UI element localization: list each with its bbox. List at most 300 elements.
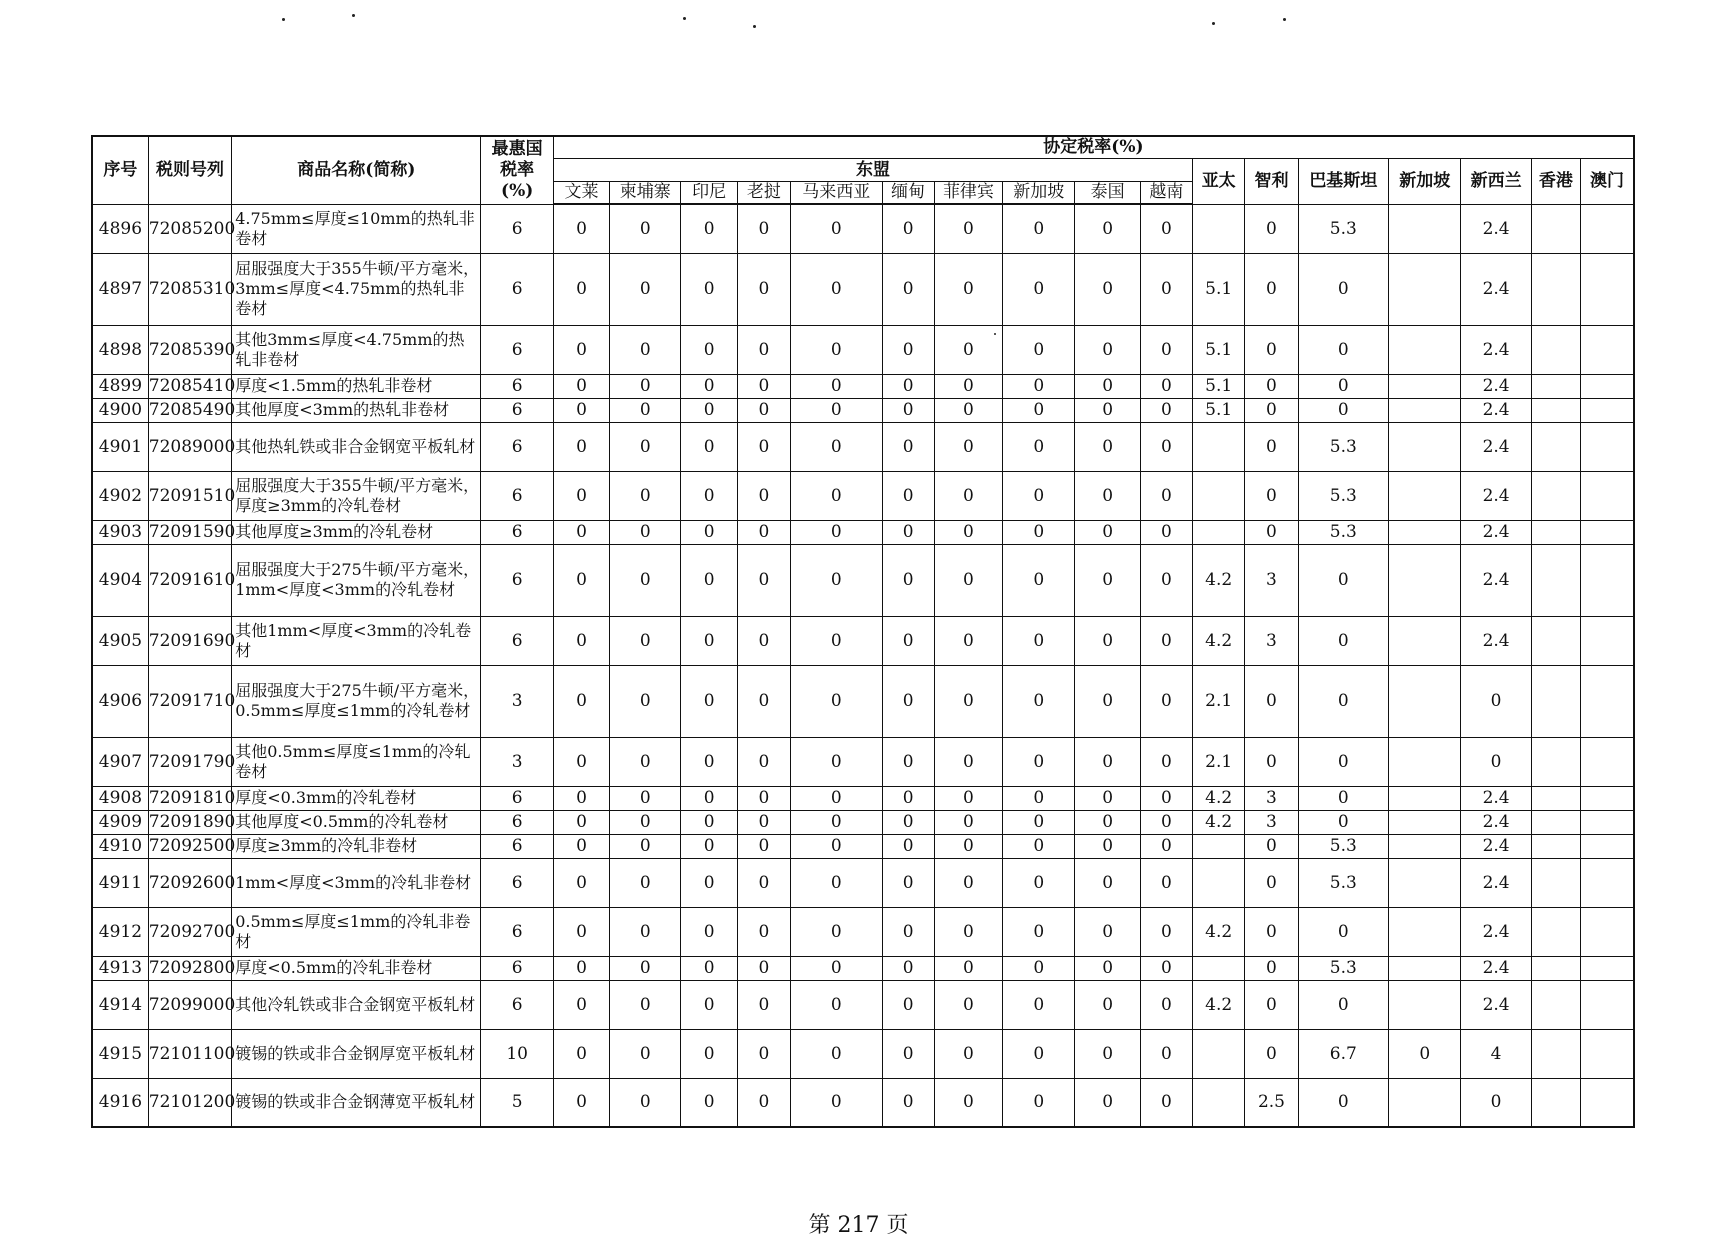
agreement-rate-cell: 0 bbox=[1245, 834, 1298, 858]
asean-rate-cell: 0 bbox=[681, 422, 737, 471]
asean-rate-cell: 0 bbox=[1003, 810, 1075, 834]
agreement-rate-cell bbox=[1193, 204, 1245, 253]
tariff-table bbox=[91, 135, 1635, 1128]
mfn-rate-cell: 6 bbox=[481, 422, 553, 471]
agreement-rate-cell: 0 bbox=[1245, 858, 1298, 907]
agreement-rate-cell bbox=[1531, 980, 1580, 1029]
mfn-rate-cell: 6 bbox=[481, 471, 553, 520]
product-name-cell: 其他3mm≤厚度<4.75mm的热轧非卷材 bbox=[232, 325, 481, 374]
agreement-rate-cell bbox=[1581, 1078, 1634, 1127]
product-name-cell: 其他1mm<厚度<3mm的冷轧卷材 bbox=[232, 616, 481, 665]
table-header bbox=[92, 136, 1634, 204]
asean-rate-cell: 0 bbox=[1003, 1029, 1075, 1078]
asean-rate-cell: 0 bbox=[882, 616, 934, 665]
asean-rate-cell: 0 bbox=[1140, 665, 1192, 737]
asean-rate-cell: 0 bbox=[791, 253, 882, 325]
asean-rate-cell: 0 bbox=[934, 907, 1002, 956]
agreement-rate-cell bbox=[1193, 956, 1245, 980]
agreement-rate-cell: 4.2 bbox=[1193, 980, 1245, 1029]
agreement-rate-cell: 5.1 bbox=[1193, 374, 1245, 398]
agreement-rate-cell: 0 bbox=[1298, 810, 1388, 834]
asean-rate-cell: 0 bbox=[791, 1078, 882, 1127]
asean-rate-cell: 0 bbox=[553, 204, 609, 253]
agreement-rate-cell bbox=[1389, 665, 1461, 737]
asean-rate-cell: 0 bbox=[934, 786, 1002, 810]
agreement-rate-cell bbox=[1193, 834, 1245, 858]
table-row bbox=[92, 1029, 1634, 1078]
asean-rate-cell: 0 bbox=[737, 520, 790, 544]
table-row bbox=[92, 398, 1634, 422]
seq-cell: 4906 bbox=[92, 665, 148, 737]
agreement-rate-cell: 0 bbox=[1245, 374, 1298, 398]
asean-rate-cell: 0 bbox=[882, 786, 934, 810]
asean-rate-cell: 0 bbox=[681, 544, 737, 616]
agreement-rate-cell bbox=[1389, 422, 1461, 471]
agreement-rate-cell: 4.2 bbox=[1193, 810, 1245, 834]
asean-rate-cell: 0 bbox=[882, 471, 934, 520]
agreement-rate-cell: 0 bbox=[1298, 1078, 1388, 1127]
asean-rate-cell: 0 bbox=[1003, 786, 1075, 810]
asean-rate-cell: 0 bbox=[610, 810, 681, 834]
asean-rate-cell: 0 bbox=[1003, 253, 1075, 325]
header-malaysia: 马来西亚 bbox=[791, 181, 882, 204]
asean-rate-cell: 0 bbox=[610, 253, 681, 325]
mfn-rate-cell: 3 bbox=[481, 665, 553, 737]
mfn-rate-cell: 6 bbox=[481, 544, 553, 616]
header-agreement: 协定税率(%) bbox=[553, 136, 1634, 158]
mfn-rate-cell: 6 bbox=[481, 858, 553, 907]
table-row bbox=[92, 737, 1634, 786]
agreement-rate-cell: 2.4 bbox=[1461, 471, 1531, 520]
asean-rate-cell: 0 bbox=[934, 980, 1002, 1029]
table-row bbox=[92, 471, 1634, 520]
asean-rate-cell: 0 bbox=[681, 253, 737, 325]
asean-rate-cell: 0 bbox=[681, 980, 737, 1029]
seq-cell: 4899 bbox=[92, 374, 148, 398]
asean-rate-cell: 0 bbox=[1003, 422, 1075, 471]
table-row bbox=[92, 786, 1634, 810]
asean-rate-cell: 0 bbox=[737, 737, 790, 786]
product-name-cell: 其他热轧铁或非合金钢宽平板轧材 bbox=[232, 422, 481, 471]
agreement-rate-cell bbox=[1193, 471, 1245, 520]
agreement-rate-cell: 2.4 bbox=[1461, 956, 1531, 980]
mfn-rate-cell: 6 bbox=[481, 374, 553, 398]
mfn-rate-cell: 6 bbox=[481, 398, 553, 422]
asean-rate-cell: 0 bbox=[1075, 810, 1140, 834]
agreement-rate-cell: 0 bbox=[1245, 325, 1298, 374]
agreement-rate-cell bbox=[1531, 398, 1580, 422]
asean-rate-cell: 0 bbox=[553, 374, 609, 398]
asean-rate-cell: 0 bbox=[737, 1078, 790, 1127]
asean-rate-cell: 0 bbox=[1075, 737, 1140, 786]
seq-cell: 4900 bbox=[92, 398, 148, 422]
agreement-rate-cell bbox=[1581, 1029, 1634, 1078]
agreement-rate-cell bbox=[1389, 544, 1461, 616]
asean-rate-cell: 0 bbox=[791, 786, 882, 810]
table-row bbox=[92, 253, 1634, 325]
agreement-rate-cell: 2.4 bbox=[1461, 398, 1531, 422]
asean-rate-cell: 0 bbox=[737, 810, 790, 834]
header-singapore-asean: 新加坡 bbox=[1003, 181, 1075, 204]
tariff-code-cell: 72092800 bbox=[148, 958, 236, 978]
agreement-rate-cell: 3 bbox=[1245, 616, 1298, 665]
asean-rate-cell: 0 bbox=[1075, 834, 1140, 858]
asean-rate-cell: 0 bbox=[791, 374, 882, 398]
header-singapore: 新加坡 bbox=[1389, 158, 1461, 204]
mfn-rate-cell: 6 bbox=[481, 786, 553, 810]
agreement-rate-cell: 4.2 bbox=[1193, 907, 1245, 956]
mfn-rate-cell: 6 bbox=[481, 616, 553, 665]
asean-rate-cell: 0 bbox=[791, 834, 882, 858]
asean-rate-cell: 0 bbox=[934, 1078, 1002, 1127]
agreement-rate-cell bbox=[1531, 834, 1580, 858]
agreement-rate-cell bbox=[1531, 422, 1580, 471]
asean-rate-cell: 0 bbox=[737, 858, 790, 907]
table-row bbox=[92, 810, 1634, 834]
product-name-cell: 屈服强度大于275牛顿/平方毫米，0.5mm≤厚度≤1mm的冷轧卷材 bbox=[232, 665, 481, 737]
product-name-cell: 屈服强度大于355牛顿/平方毫米，3mm≤厚度<4.75mm的热轧非卷材 bbox=[232, 253, 481, 325]
asean-rate-cell: 0 bbox=[1140, 422, 1192, 471]
agreement-rate-cell bbox=[1531, 204, 1580, 253]
asean-rate-cell: 0 bbox=[681, 471, 737, 520]
agreement-rate-cell: 5.1 bbox=[1193, 325, 1245, 374]
asean-rate-cell: 0 bbox=[791, 956, 882, 980]
asean-rate-cell: 0 bbox=[1003, 907, 1075, 956]
agreement-rate-cell bbox=[1531, 616, 1580, 665]
asean-rate-cell: 0 bbox=[737, 398, 790, 422]
asean-rate-cell: 0 bbox=[882, 980, 934, 1029]
asean-rate-cell: 0 bbox=[553, 616, 609, 665]
agreement-rate-cell bbox=[1581, 520, 1634, 544]
agreement-rate-cell bbox=[1581, 665, 1634, 737]
seq-cell: 4911 bbox=[92, 858, 148, 907]
asean-rate-cell: 0 bbox=[1003, 616, 1075, 665]
header-asean: 东盟 bbox=[553, 158, 1192, 181]
asean-rate-cell: 0 bbox=[1075, 422, 1140, 471]
asean-rate-cell: 0 bbox=[1140, 907, 1192, 956]
asean-rate-cell: 0 bbox=[553, 520, 609, 544]
table-row bbox=[92, 204, 1634, 253]
agreement-rate-cell: 0 bbox=[1298, 253, 1388, 325]
agreement-rate-cell bbox=[1193, 422, 1245, 471]
asean-rate-cell: 0 bbox=[1003, 374, 1075, 398]
asean-rate-cell: 0 bbox=[1003, 737, 1075, 786]
agreement-rate-cell: 5.3 bbox=[1298, 520, 1388, 544]
header-seq: 序号 bbox=[92, 136, 148, 204]
asean-rate-cell: 0 bbox=[1140, 956, 1192, 980]
asean-rate-cell: 0 bbox=[934, 858, 1002, 907]
seq-cell: 4905 bbox=[92, 616, 148, 665]
agreement-rate-cell bbox=[1581, 422, 1634, 471]
asean-rate-cell: 0 bbox=[1075, 374, 1140, 398]
asean-rate-cell: 0 bbox=[934, 325, 1002, 374]
asean-rate-cell: 0 bbox=[610, 544, 681, 616]
seq-cell: 4907 bbox=[92, 737, 148, 786]
product-name-cell: 0.5mm≤厚度≤1mm的冷轧非卷材 bbox=[232, 907, 481, 956]
asean-rate-cell: 0 bbox=[737, 665, 790, 737]
agreement-rate-cell: 3 bbox=[1245, 544, 1298, 616]
asean-rate-cell: 0 bbox=[553, 980, 609, 1029]
agreement-rate-cell: 2.4 bbox=[1461, 374, 1531, 398]
asean-rate-cell: 0 bbox=[791, 544, 882, 616]
asean-rate-cell: 0 bbox=[681, 786, 737, 810]
asean-rate-cell: 0 bbox=[681, 907, 737, 956]
asean-rate-cell: 0 bbox=[1140, 834, 1192, 858]
agreement-rate-cell: 0 bbox=[1298, 786, 1388, 810]
asean-rate-cell: 0 bbox=[553, 253, 609, 325]
table-row bbox=[92, 858, 1634, 907]
agreement-rate-cell bbox=[1581, 616, 1634, 665]
asean-rate-cell: 0 bbox=[1140, 616, 1192, 665]
tariff-code-cell: 72085490 bbox=[148, 400, 236, 420]
agreement-rate-cell: 5.3 bbox=[1298, 422, 1388, 471]
asean-rate-cell: 0 bbox=[791, 520, 882, 544]
agreement-rate-cell bbox=[1389, 737, 1461, 786]
agreement-rate-cell bbox=[1389, 471, 1461, 520]
tariff-code-cell: 72085200 bbox=[148, 204, 231, 253]
agreement-rate-cell bbox=[1389, 858, 1461, 907]
asean-rate-cell: 0 bbox=[610, 1078, 681, 1127]
asean-rate-cell: 0 bbox=[934, 253, 1002, 325]
asean-rate-cell: 0 bbox=[610, 834, 681, 858]
agreement-rate-cell: 4.2 bbox=[1193, 616, 1245, 665]
agreement-rate-cell bbox=[1389, 1078, 1461, 1127]
asean-rate-cell: 0 bbox=[1140, 858, 1192, 907]
table-row bbox=[92, 980, 1634, 1029]
agreement-rate-cell: 0 bbox=[1245, 737, 1298, 786]
agreement-rate-cell bbox=[1581, 786, 1634, 810]
asean-rate-cell: 0 bbox=[1140, 520, 1192, 544]
agreement-rate-cell: 0 bbox=[1298, 616, 1388, 665]
asean-rate-cell: 0 bbox=[1075, 520, 1140, 544]
agreement-rate-cell: 0 bbox=[1298, 980, 1388, 1029]
asean-rate-cell: 0 bbox=[1075, 907, 1140, 956]
header-philippines: 菲律宾 bbox=[934, 181, 1002, 204]
asean-rate-cell: 0 bbox=[553, 422, 609, 471]
header-name: 商品名称(简称) bbox=[232, 136, 481, 204]
header-indonesia: 印尼 bbox=[681, 181, 737, 204]
asean-rate-cell: 0 bbox=[553, 737, 609, 786]
asean-rate-cell: 0 bbox=[882, 834, 934, 858]
agreement-rate-cell bbox=[1581, 204, 1634, 253]
agreement-rate-cell: 2.4 bbox=[1461, 253, 1531, 325]
tariff-code-cell: 72091810 bbox=[148, 788, 236, 808]
asean-rate-cell: 0 bbox=[610, 398, 681, 422]
asean-rate-cell: 0 bbox=[681, 374, 737, 398]
asean-rate-cell: 0 bbox=[791, 422, 882, 471]
agreement-rate-cell bbox=[1581, 374, 1634, 398]
agreement-rate-cell: 0 bbox=[1298, 907, 1388, 956]
asean-rate-cell: 0 bbox=[737, 471, 790, 520]
agreement-rate-cell: 0 bbox=[1245, 471, 1298, 520]
agreement-rate-cell: 5.3 bbox=[1298, 471, 1388, 520]
page-number: 第 217 页 bbox=[808, 1213, 909, 1238]
asean-rate-cell: 0 bbox=[1003, 665, 1075, 737]
asean-rate-cell: 0 bbox=[553, 325, 609, 374]
table-row bbox=[92, 956, 1634, 980]
asean-rate-cell: 0 bbox=[737, 325, 790, 374]
asean-rate-cell: 0 bbox=[737, 956, 790, 980]
agreement-rate-cell: 2.4 bbox=[1461, 544, 1531, 616]
agreement-rate-cell: 0 bbox=[1461, 1078, 1531, 1127]
header-brunei: 文莱 bbox=[553, 181, 609, 204]
asean-rate-cell: 0 bbox=[681, 1029, 737, 1078]
asean-rate-cell: 0 bbox=[737, 544, 790, 616]
asean-rate-cell: 0 bbox=[1075, 544, 1140, 616]
seq-cell: 4903 bbox=[92, 520, 148, 544]
agreement-rate-cell bbox=[1581, 253, 1634, 325]
tariff-code-cell: 72091590 bbox=[148, 522, 236, 542]
asean-rate-cell: 0 bbox=[737, 907, 790, 956]
agreement-rate-cell: 2.4 bbox=[1461, 980, 1531, 1029]
product-name-cell: 1mm<厚度<3mm的冷轧非卷材 bbox=[232, 858, 481, 907]
asean-rate-cell: 0 bbox=[1003, 398, 1075, 422]
asean-rate-cell: 0 bbox=[1003, 520, 1075, 544]
agreement-rate-cell bbox=[1531, 665, 1580, 737]
agreement-rate-cell: 0 bbox=[1245, 398, 1298, 422]
table-row bbox=[92, 544, 1634, 616]
agreement-rate-cell: 2.4 bbox=[1461, 907, 1531, 956]
product-name-cell: 其他厚度<0.5mm的冷轧卷材 bbox=[232, 810, 481, 834]
asean-rate-cell: 0 bbox=[1075, 956, 1140, 980]
agreement-rate-cell bbox=[1531, 1078, 1580, 1127]
seq-cell: 4916 bbox=[92, 1078, 148, 1127]
tariff-code-cell: 72101100 bbox=[148, 1029, 231, 1078]
agreement-rate-cell bbox=[1193, 520, 1245, 544]
agreement-rate-cell bbox=[1531, 858, 1580, 907]
asean-rate-cell: 0 bbox=[1075, 253, 1140, 325]
asean-rate-cell: 0 bbox=[791, 665, 882, 737]
agreement-rate-cell: 0 bbox=[1298, 325, 1388, 374]
agreement-rate-cell: 2.4 bbox=[1461, 204, 1531, 253]
asean-rate-cell: 0 bbox=[934, 520, 1002, 544]
header-apta: 亚太 bbox=[1193, 158, 1245, 204]
agreement-rate-cell bbox=[1581, 956, 1634, 980]
tariff-code-cell: 72085310 bbox=[148, 253, 231, 325]
agreement-rate-cell bbox=[1581, 471, 1634, 520]
agreement-rate-cell bbox=[1389, 956, 1461, 980]
agreement-rate-cell bbox=[1389, 374, 1461, 398]
agreement-rate-cell: 0 bbox=[1389, 1029, 1461, 1078]
asean-rate-cell: 0 bbox=[1140, 325, 1192, 374]
asean-rate-cell: 0 bbox=[791, 737, 882, 786]
header-thailand: 泰国 bbox=[1075, 181, 1140, 204]
asean-rate-cell: 0 bbox=[553, 834, 609, 858]
asean-rate-cell: 0 bbox=[610, 422, 681, 471]
asean-rate-cell: 0 bbox=[1075, 786, 1140, 810]
table-row bbox=[92, 834, 1634, 858]
header-vietnam: 越南 bbox=[1140, 181, 1192, 204]
agreement-rate-cell bbox=[1531, 374, 1580, 398]
agreement-rate-cell bbox=[1531, 737, 1580, 786]
asean-rate-cell: 0 bbox=[553, 810, 609, 834]
asean-rate-cell: 0 bbox=[610, 907, 681, 956]
agreement-rate-cell: 0 bbox=[1298, 544, 1388, 616]
seq-cell: 4904 bbox=[92, 544, 148, 616]
product-name-cell: 4.75mm≤厚度≤10mm的热轧非卷材 bbox=[232, 204, 481, 253]
asean-rate-cell: 0 bbox=[553, 786, 609, 810]
agreement-rate-cell: 2.4 bbox=[1461, 422, 1531, 471]
asean-rate-cell: 0 bbox=[681, 665, 737, 737]
header-myanmar: 缅甸 bbox=[882, 181, 934, 204]
table-row bbox=[92, 325, 1634, 374]
mfn-rate-cell: 6 bbox=[481, 834, 553, 858]
agreement-rate-cell bbox=[1389, 810, 1461, 834]
asean-rate-cell: 0 bbox=[1075, 398, 1140, 422]
agreement-rate-cell bbox=[1581, 398, 1634, 422]
asean-rate-cell: 0 bbox=[791, 616, 882, 665]
asean-rate-cell: 0 bbox=[882, 253, 934, 325]
asean-rate-cell: 0 bbox=[681, 204, 737, 253]
asean-rate-cell: 0 bbox=[681, 956, 737, 980]
agreement-rate-cell bbox=[1389, 204, 1461, 253]
agreement-rate-cell: 0 bbox=[1461, 665, 1531, 737]
tariff-code-cell: 72089000 bbox=[148, 422, 231, 471]
asean-rate-cell: 0 bbox=[737, 980, 790, 1029]
asean-rate-cell: 0 bbox=[882, 422, 934, 471]
asean-rate-cell: 0 bbox=[1140, 204, 1192, 253]
asean-rate-cell: 0 bbox=[1140, 810, 1192, 834]
seq-cell: 4897 bbox=[92, 253, 148, 325]
asean-rate-cell: 0 bbox=[934, 374, 1002, 398]
asean-rate-cell: 0 bbox=[934, 665, 1002, 737]
agreement-rate-cell: 2.4 bbox=[1461, 325, 1531, 374]
agreement-rate-cell: 4 bbox=[1461, 1029, 1531, 1078]
agreement-rate-cell: 5.1 bbox=[1193, 253, 1245, 325]
asean-rate-cell: 0 bbox=[553, 907, 609, 956]
agreement-rate-cell: 0 bbox=[1245, 204, 1298, 253]
agreement-rate-cell: 0 bbox=[1245, 422, 1298, 471]
mfn-rate-cell: 6 bbox=[481, 980, 553, 1029]
agreement-rate-cell: 0 bbox=[1245, 253, 1298, 325]
asean-rate-cell: 0 bbox=[882, 956, 934, 980]
agreement-rate-cell bbox=[1531, 253, 1580, 325]
agreement-rate-cell: 0 bbox=[1245, 665, 1298, 737]
asean-rate-cell: 0 bbox=[681, 1078, 737, 1127]
header-mfn: 最惠国税率(%) bbox=[481, 136, 553, 204]
asean-rate-cell: 0 bbox=[791, 325, 882, 374]
asean-rate-cell: 0 bbox=[610, 325, 681, 374]
agreement-rate-cell bbox=[1389, 398, 1461, 422]
agreement-rate-cell: 0 bbox=[1245, 1029, 1298, 1078]
agreement-rate-cell bbox=[1581, 980, 1634, 1029]
asean-rate-cell: 0 bbox=[882, 810, 934, 834]
agreement-rate-cell bbox=[1389, 616, 1461, 665]
asean-rate-cell: 0 bbox=[934, 422, 1002, 471]
tariff-code-cell: 72091710 bbox=[148, 665, 231, 737]
mfn-rate-cell: 6 bbox=[481, 907, 553, 956]
asean-rate-cell: 0 bbox=[1075, 665, 1140, 737]
tariff-code-cell: 72085390 bbox=[148, 325, 231, 374]
agreement-rate-cell: 5.3 bbox=[1298, 956, 1388, 980]
asean-rate-cell: 0 bbox=[737, 786, 790, 810]
asean-rate-cell: 0 bbox=[882, 325, 934, 374]
asean-rate-cell: 0 bbox=[681, 325, 737, 374]
tariff-code-cell: 72085410 bbox=[148, 376, 236, 396]
agreement-rate-cell: 0 bbox=[1245, 520, 1298, 544]
agreement-rate-cell bbox=[1581, 325, 1634, 374]
asean-rate-cell: 0 bbox=[1003, 858, 1075, 907]
asean-rate-cell: 0 bbox=[1075, 980, 1140, 1029]
agreement-rate-cell: 2.1 bbox=[1193, 665, 1245, 737]
agreement-rate-cell: 5.1 bbox=[1193, 398, 1245, 422]
table-row bbox=[92, 520, 1634, 544]
asean-rate-cell: 0 bbox=[553, 956, 609, 980]
asean-rate-cell: 0 bbox=[610, 665, 681, 737]
product-name-cell: 屈服强度大于355牛顿/平方毫米，厚度≥3mm的冷轧卷材 bbox=[232, 471, 481, 520]
header-cambodia: 柬埔寨 bbox=[610, 181, 681, 204]
agreement-rate-cell bbox=[1581, 834, 1634, 858]
